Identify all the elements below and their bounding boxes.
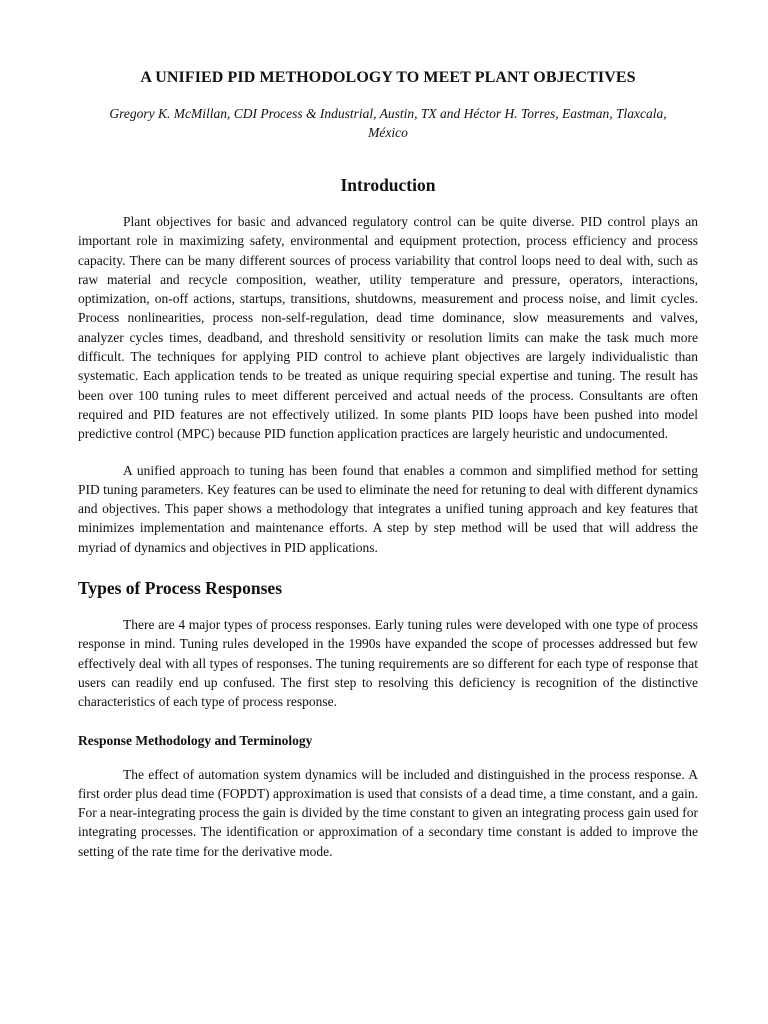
types-of-process-responses-heading: Types of Process Responses <box>78 578 283 599</box>
introduction-paragraph-2: A unified approach to tuning has been found that enables a common and simplified method for setting PID tuning parameters. Key features can be used to eliminate the need for retuning to deal with different dynamics and objectives. This paper shows a methodology that integrates a unified tuning approach and key features that minimizes implementation and maintenance efforts. A step by step method will be used that will address the myriad of dynamics and objectives in PID applications. <box>78 462 698 555</box>
response-methodology-heading: Response Methodology and Terminology <box>78 732 313 748</box>
types-paragraph-1: There are 4 major types of process responses. Early tuning rules were developed with one type of process response in mind. Tuning rules developed in the 1990s have expanded the scope of processes addressed but few effectively deal with all types of responses. The tuning requirements are so different for each type of response that users can readily end up confused. The first step to resolving this deficiency is recognition of the distinctive characteristics of each type of process response. <box>78 617 698 710</box>
introduction-paragraph-1: Plant objectives for basic and advanced regulatory control can be quite diverse. PID control plays an important role in maximizing safety, environmental and equipment protection, process efficiency and process capacity. There can be many different sources of process variability that control loops need to deal with, such as raw material and recycle composition, weather, utility temperature and pressure, operators, interactions, optimization, on-off actions, startups, transitions, shutdowns, measurement and process noise, and limit cycles. Process nonlinearities, process non-self-regulation, dead time dominance, slow measurements and valves, analyzer cycles times, deadband, and threshold sensitivity or resolution limits can make the task much more difficult. The techniques for applying PID control to achieve plant objectives are largely individualistic than systematic. Each application tends to be treated as unique requiring special expertise and tuning. The result has been over 100 tuning rules to meet different perceived and actual needs of the process. Consultants are often required and PID features are not effectively utilized. In some plants PID loops have been pushed into model predictive control (MPC) because PID function application practices are largely heuristic and undocumented. <box>78 214 698 442</box>
paper-title: A UNIFIED PID METHODOLOGY TO MEET PLANT OBJECTIVES <box>140 69 636 86</box>
introduction-heading: Introduction <box>340 175 436 195</box>
paper-authors: Gregory K. McMillan, CDI Process & Industrial, Austin, TX and Héctor H. Torres, Eastman, Tlaxcala, México <box>109 106 667 140</box>
methodology-paragraph-1: The effect of automation system dynamics will be included and distinguished in the process response. A first order plus dead time (FOPDT) approximation is used that consists of a dead time, a time constant, and a gain. For a near-integrating process the gain is divided by the time constant to given an integrating process gain used for integrating processes. The identification or approximation of a secondary time constant is added to improve the setting of the rate time for the derivative mode. <box>78 766 698 859</box>
